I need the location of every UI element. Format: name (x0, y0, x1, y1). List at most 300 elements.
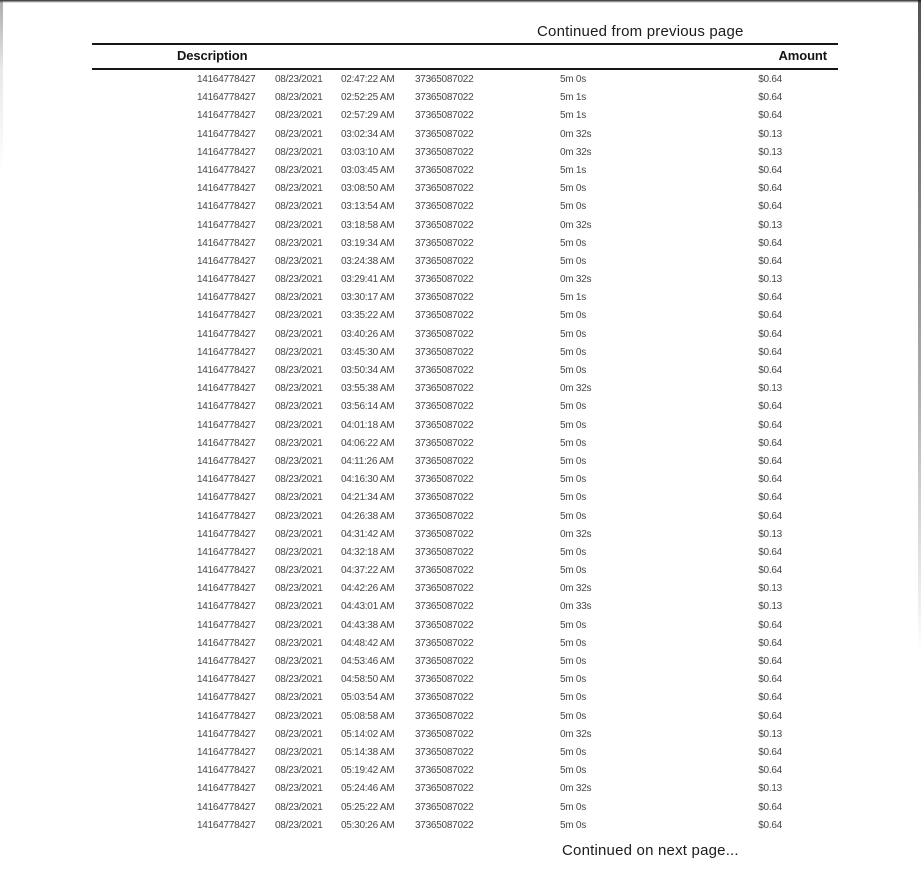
cell-time: 03:18:58 AM (341, 219, 395, 231)
cell-id: 14164778427 (197, 237, 256, 249)
cell-time: 04:42:26 AM (341, 583, 395, 595)
page-edge-shadow-top (0, 0, 921, 3)
cell-time: 04:58:50 AM (341, 674, 395, 686)
cell-phone: 37365087022 (415, 274, 474, 286)
cell-duration: 5m 0s (560, 328, 586, 340)
cell-phone: 37365087022 (415, 528, 474, 540)
cell-phone: 37365087022 (415, 510, 474, 522)
cell-duration: 5m 0s (560, 765, 586, 777)
cell-amount: $0.13 (758, 219, 782, 231)
table-row (0, 71, 921, 89)
cell-amount: $0.64 (758, 328, 782, 340)
cell-duration: 5m 0s (560, 565, 586, 577)
cell-time: 03:02:34 AM (341, 128, 395, 140)
cell-duration: 0m 32s (560, 274, 592, 286)
cell-time: 04:37:22 AM (341, 565, 395, 577)
cell-id: 14164778427 (197, 346, 256, 358)
cell-time: 05:24:46 AM (341, 783, 395, 795)
table-row (0, 508, 921, 526)
cell-phone: 37365087022 (415, 164, 474, 176)
cell-id: 14164778427 (197, 674, 256, 686)
table-row (0, 598, 921, 616)
cell-amount: $0.64 (758, 546, 782, 558)
cell-amount: $0.64 (758, 164, 782, 176)
cell-date: 08/23/2021 (275, 401, 323, 413)
cell-time: 04:21:34 AM (341, 492, 395, 504)
cell-time: 02:52:25 AM (341, 92, 395, 104)
cell-duration: 0m 32s (560, 728, 592, 740)
cell-amount: $0.64 (758, 255, 782, 267)
cell-duration: 5m 0s (560, 546, 586, 558)
cell-phone: 37365087022 (415, 74, 474, 85)
cell-id: 14164778427 (197, 201, 256, 213)
table-row (0, 744, 921, 762)
cell-duration: 0m 32s (560, 146, 592, 158)
cell-amount: $0.64 (758, 455, 782, 467)
cell-duration: 5m 1s (560, 164, 586, 176)
cell-date: 08/23/2021 (275, 274, 323, 286)
cell-phone: 37365087022 (415, 546, 474, 558)
cell-id: 14164778427 (197, 164, 256, 176)
cell-phone: 37365087022 (415, 128, 474, 140)
cell-id: 14164778427 (197, 656, 256, 667)
table-row (0, 344, 921, 362)
cell-amount: $0.13 (758, 583, 782, 595)
cell-amount: $0.64 (758, 201, 782, 213)
cell-phone: 37365087022 (415, 692, 474, 704)
cell-id: 14164778427 (197, 365, 256, 376)
table-row (0, 198, 921, 216)
cell-amount: $0.13 (758, 728, 782, 740)
cell-id: 14164778427 (197, 801, 256, 813)
cell-amount: $0.64 (758, 437, 782, 449)
cell-id: 14164778427 (197, 383, 256, 395)
cell-date: 08/23/2021 (275, 528, 323, 540)
cell-id: 14164778427 (197, 455, 256, 467)
table-row (0, 180, 921, 198)
cell-phone: 37365087022 (415, 565, 474, 577)
cell-amount: $0.13 (758, 783, 782, 795)
cell-duration: 5m 0s (560, 674, 586, 686)
cell-date: 08/23/2021 (275, 601, 323, 613)
cell-amount: $0.13 (758, 383, 782, 395)
cell-amount: $0.64 (758, 656, 782, 667)
cell-date: 08/23/2021 (275, 74, 323, 85)
cell-duration: 0m 32s (560, 383, 592, 395)
cell-duration: 5m 0s (560, 819, 586, 831)
cell-id: 14164778427 (197, 510, 256, 522)
cell-amount: $0.64 (758, 310, 782, 322)
cell-duration: 5m 0s (560, 74, 586, 85)
table-row (0, 762, 921, 780)
table-row (0, 398, 921, 416)
cell-duration: 5m 0s (560, 619, 586, 631)
cell-duration: 5m 0s (560, 237, 586, 249)
cell-amount: $0.64 (758, 801, 782, 813)
cell-id: 14164778427 (197, 419, 256, 431)
cell-time: 02:47:22 AM (341, 74, 395, 85)
cell-time: 03:30:17 AM (341, 292, 395, 304)
cell-id: 14164778427 (197, 492, 256, 504)
table-row (0, 107, 921, 125)
cell-duration: 5m 1s (560, 292, 586, 304)
cell-date: 08/23/2021 (275, 146, 323, 158)
cell-time: 05:25:22 AM (341, 801, 395, 813)
cell-duration: 5m 0s (560, 746, 586, 758)
cell-duration: 5m 0s (560, 365, 586, 376)
cell-time: 04:48:42 AM (341, 637, 395, 649)
cell-amount: $0.64 (758, 492, 782, 504)
cell-date: 08/23/2021 (275, 692, 323, 704)
cell-id: 14164778427 (197, 310, 256, 322)
cell-phone: 37365087022 (415, 601, 474, 613)
cell-id: 14164778427 (197, 710, 256, 722)
cell-duration: 5m 0s (560, 310, 586, 322)
table-row (0, 217, 921, 235)
table-row (0, 708, 921, 726)
cell-date: 08/23/2021 (275, 637, 323, 649)
cell-date: 08/23/2021 (275, 237, 323, 249)
cell-id: 14164778427 (197, 765, 256, 777)
cell-time: 03:29:41 AM (341, 274, 395, 286)
cell-id: 14164778427 (197, 183, 256, 195)
cell-date: 08/23/2021 (275, 619, 323, 631)
cell-id: 14164778427 (197, 583, 256, 595)
cell-phone: 37365087022 (415, 310, 474, 322)
cell-id: 14164778427 (197, 110, 256, 122)
cell-date: 08/23/2021 (275, 292, 323, 304)
cell-date: 08/23/2021 (275, 92, 323, 104)
cell-time: 04:16:30 AM (341, 474, 395, 486)
cell-duration: 5m 1s (560, 92, 586, 104)
cell-id: 14164778427 (197, 546, 256, 558)
cell-duration: 5m 0s (560, 710, 586, 722)
cell-amount: $0.64 (758, 746, 782, 758)
cell-phone: 37365087022 (415, 801, 474, 813)
cell-phone: 37365087022 (415, 710, 474, 722)
cell-id: 14164778427 (197, 292, 256, 304)
cell-date: 08/23/2021 (275, 383, 323, 395)
table-row (0, 362, 921, 380)
table-row (0, 162, 921, 180)
cell-date: 08/23/2021 (275, 492, 323, 504)
cell-phone: 37365087022 (415, 183, 474, 195)
table-row (0, 635, 921, 653)
table-row (0, 271, 921, 289)
table-row (0, 580, 921, 598)
cell-time: 03:35:22 AM (341, 310, 395, 322)
cell-phone: 37365087022 (415, 783, 474, 795)
cell-phone: 37365087022 (415, 819, 474, 831)
cell-phone: 37365087022 (415, 92, 474, 104)
table-rows (0, 71, 921, 835)
cell-amount: $0.64 (758, 474, 782, 486)
cell-id: 14164778427 (197, 401, 256, 413)
cell-phone: 37365087022 (415, 455, 474, 467)
cell-amount: $0.64 (758, 365, 782, 376)
cell-time: 03:55:38 AM (341, 383, 395, 395)
cell-date: 08/23/2021 (275, 546, 323, 558)
cell-phone: 37365087022 (415, 383, 474, 395)
cell-date: 08/23/2021 (275, 674, 323, 686)
cell-duration: 0m 32s (560, 583, 592, 595)
cell-duration: 5m 1s (560, 110, 586, 122)
cell-date: 08/23/2021 (275, 765, 323, 777)
cell-amount: $0.64 (758, 819, 782, 831)
cell-date: 08/23/2021 (275, 328, 323, 340)
table-row (0, 144, 921, 162)
table-row (0, 780, 921, 798)
cell-time: 03:50:34 AM (341, 365, 395, 376)
cell-amount: $0.64 (758, 710, 782, 722)
cell-date: 08/23/2021 (275, 474, 323, 486)
cell-amount: $0.64 (758, 510, 782, 522)
column-header-amount: Amount (778, 48, 827, 63)
cell-time: 03:45:30 AM (341, 346, 395, 358)
cell-id: 14164778427 (197, 637, 256, 649)
cell-date: 08/23/2021 (275, 728, 323, 740)
cell-phone: 37365087022 (415, 292, 474, 304)
cell-amount: $0.64 (758, 637, 782, 649)
cell-time: 04:32:18 AM (341, 546, 395, 558)
cell-id: 14164778427 (197, 619, 256, 631)
cell-id: 14164778427 (197, 474, 256, 486)
cell-phone: 37365087022 (415, 674, 474, 686)
cell-phone: 37365087022 (415, 201, 474, 213)
cell-amount: $0.64 (758, 110, 782, 122)
continued-from-previous-page-label: Continued from previous page (537, 23, 744, 40)
table-row (0, 562, 921, 580)
cell-phone: 37365087022 (415, 765, 474, 777)
table-row (0, 417, 921, 435)
cell-amount: $0.13 (758, 146, 782, 158)
cell-phone: 37365087022 (415, 437, 474, 449)
cell-time: 04:53:46 AM (341, 656, 395, 667)
cell-duration: 5m 0s (560, 183, 586, 195)
cell-phone: 37365087022 (415, 656, 474, 667)
cell-phone: 37365087022 (415, 146, 474, 158)
cell-date: 08/23/2021 (275, 419, 323, 431)
cell-id: 14164778427 (197, 128, 256, 140)
table-row (0, 235, 921, 253)
table-row (0, 453, 921, 471)
cell-phone: 37365087022 (415, 419, 474, 431)
cell-date: 08/23/2021 (275, 801, 323, 813)
table-row (0, 671, 921, 689)
cell-time: 03:03:10 AM (341, 146, 395, 158)
cell-amount: $0.13 (758, 528, 782, 540)
cell-duration: 5m 0s (560, 492, 586, 504)
cell-date: 08/23/2021 (275, 110, 323, 122)
table-row (0, 380, 921, 398)
cell-time: 03:08:50 AM (341, 183, 395, 195)
cell-time: 03:03:45 AM (341, 164, 395, 176)
cell-date: 08/23/2021 (275, 346, 323, 358)
cell-duration: 5m 0s (560, 419, 586, 431)
cell-id: 14164778427 (197, 819, 256, 831)
cell-amount: $0.64 (758, 419, 782, 431)
table-row (0, 617, 921, 635)
cell-date: 08/23/2021 (275, 746, 323, 758)
cell-phone: 37365087022 (415, 365, 474, 376)
cell-phone: 37365087022 (415, 728, 474, 740)
cell-amount: $0.64 (758, 674, 782, 686)
cell-time: 04:43:38 AM (341, 619, 395, 631)
cell-time: 05:14:38 AM (341, 746, 395, 758)
cell-amount: $0.13 (758, 601, 782, 613)
cell-time: 04:26:38 AM (341, 510, 395, 522)
cell-duration: 0m 33s (560, 601, 592, 613)
cell-date: 08/23/2021 (275, 183, 323, 195)
table-row (0, 307, 921, 325)
cell-amount: $0.64 (758, 237, 782, 249)
cell-time: 05:08:58 AM (341, 710, 395, 722)
cell-phone: 37365087022 (415, 237, 474, 249)
cell-duration: 5m 0s (560, 656, 586, 667)
cell-amount: $0.64 (758, 401, 782, 413)
cell-amount: $0.64 (758, 183, 782, 195)
cell-amount: $0.64 (758, 74, 782, 85)
table-row (0, 653, 921, 671)
cell-time: 04:31:42 AM (341, 528, 395, 540)
table-row (0, 526, 921, 544)
cell-phone: 37365087022 (415, 219, 474, 231)
cell-amount: $0.64 (758, 292, 782, 304)
cell-date: 08/23/2021 (275, 819, 323, 831)
cell-date: 08/23/2021 (275, 656, 323, 667)
cell-amount: $0.13 (758, 274, 782, 286)
cell-time: 05:14:02 AM (341, 728, 395, 740)
cell-date: 08/23/2021 (275, 583, 323, 595)
cell-phone: 37365087022 (415, 619, 474, 631)
cell-id: 14164778427 (197, 746, 256, 758)
cell-id: 14164778427 (197, 437, 256, 449)
cell-phone: 37365087022 (415, 492, 474, 504)
cell-duration: 0m 32s (560, 128, 592, 140)
cell-duration: 5m 0s (560, 474, 586, 486)
cell-duration: 5m 0s (560, 692, 586, 704)
table-row (0, 253, 921, 271)
cell-date: 08/23/2021 (275, 128, 323, 140)
cell-duration: 0m 32s (560, 783, 592, 795)
cell-phone: 37365087022 (415, 583, 474, 595)
cell-amount: $0.64 (758, 92, 782, 104)
table-row (0, 126, 921, 144)
cell-amount: $0.64 (758, 765, 782, 777)
cell-date: 08/23/2021 (275, 255, 323, 267)
cell-id: 14164778427 (197, 74, 256, 85)
cell-duration: 5m 0s (560, 510, 586, 522)
cell-time: 05:19:42 AM (341, 765, 395, 777)
cell-time: 03:24:38 AM (341, 255, 395, 267)
table-row (0, 435, 921, 453)
cell-duration: 5m 0s (560, 437, 586, 449)
cell-id: 14164778427 (197, 601, 256, 613)
cell-phone: 37365087022 (415, 346, 474, 358)
table-row (0, 489, 921, 507)
cell-id: 14164778427 (197, 728, 256, 740)
cell-duration: 5m 0s (560, 401, 586, 413)
cell-phone: 37365087022 (415, 401, 474, 413)
cell-time: 04:06:22 AM (341, 437, 395, 449)
continued-on-next-page-label: Continued on next page... (562, 842, 739, 859)
cell-phone: 37365087022 (415, 746, 474, 758)
table-row (0, 89, 921, 107)
cell-duration: 5m 0s (560, 455, 586, 467)
cell-id: 14164778427 (197, 274, 256, 286)
cell-time: 05:03:54 AM (341, 692, 395, 704)
cell-time: 03:56:14 AM (341, 401, 395, 413)
cell-duration: 5m 0s (560, 637, 586, 649)
cell-date: 08/23/2021 (275, 710, 323, 722)
cell-amount: $0.64 (758, 619, 782, 631)
cell-date: 08/23/2021 (275, 510, 323, 522)
cell-date: 08/23/2021 (275, 219, 323, 231)
cell-amount: $0.64 (758, 692, 782, 704)
cell-amount: $0.13 (758, 128, 782, 140)
cell-phone: 37365087022 (415, 328, 474, 340)
cell-id: 14164778427 (197, 528, 256, 540)
cell-duration: 0m 32s (560, 528, 592, 540)
cell-id: 14164778427 (197, 328, 256, 340)
cell-duration: 5m 0s (560, 346, 586, 358)
cell-id: 14164778427 (197, 783, 256, 795)
cell-amount: $0.64 (758, 565, 782, 577)
cell-time: 04:01:18 AM (341, 419, 395, 431)
cell-time: 03:40:26 AM (341, 328, 395, 340)
cell-duration: 5m 0s (560, 255, 586, 267)
cell-duration: 5m 0s (560, 201, 586, 213)
cell-id: 14164778427 (197, 565, 256, 577)
cell-date: 08/23/2021 (275, 437, 323, 449)
table-row (0, 689, 921, 707)
cell-time: 04:43:01 AM (341, 601, 395, 613)
table-row (0, 326, 921, 344)
cell-duration: 5m 0s (560, 801, 586, 813)
table-row (0, 817, 921, 835)
cell-date: 08/23/2021 (275, 164, 323, 176)
cell-duration: 0m 32s (560, 219, 592, 231)
table-row (0, 726, 921, 744)
table-row (0, 544, 921, 562)
table-header-rule (92, 68, 838, 70)
cell-phone: 37365087022 (415, 637, 474, 649)
cell-phone: 37365087022 (415, 474, 474, 486)
cell-date: 08/23/2021 (275, 201, 323, 213)
cell-time: 05:30:26 AM (341, 819, 395, 831)
cell-id: 14164778427 (197, 692, 256, 704)
cell-id: 14164778427 (197, 255, 256, 267)
table-row (0, 289, 921, 307)
cell-date: 08/23/2021 (275, 365, 323, 376)
cell-id: 14164778427 (197, 146, 256, 158)
cell-time: 03:19:34 AM (341, 237, 395, 249)
cell-time: 02:57:29 AM (341, 110, 395, 122)
cell-date: 08/23/2021 (275, 310, 323, 322)
table-row (0, 471, 921, 489)
cell-phone: 37365087022 (415, 255, 474, 267)
cell-phone: 37365087022 (415, 110, 474, 122)
table-row (0, 799, 921, 817)
cell-id: 14164778427 (197, 92, 256, 104)
cell-time: 03:13:54 AM (341, 201, 395, 213)
column-header-description: Description (177, 48, 248, 63)
cell-date: 08/23/2021 (275, 783, 323, 795)
cell-date: 08/23/2021 (275, 565, 323, 577)
cell-date: 08/23/2021 (275, 455, 323, 467)
cell-id: 14164778427 (197, 219, 256, 231)
cell-time: 04:11:26 AM (341, 455, 394, 467)
